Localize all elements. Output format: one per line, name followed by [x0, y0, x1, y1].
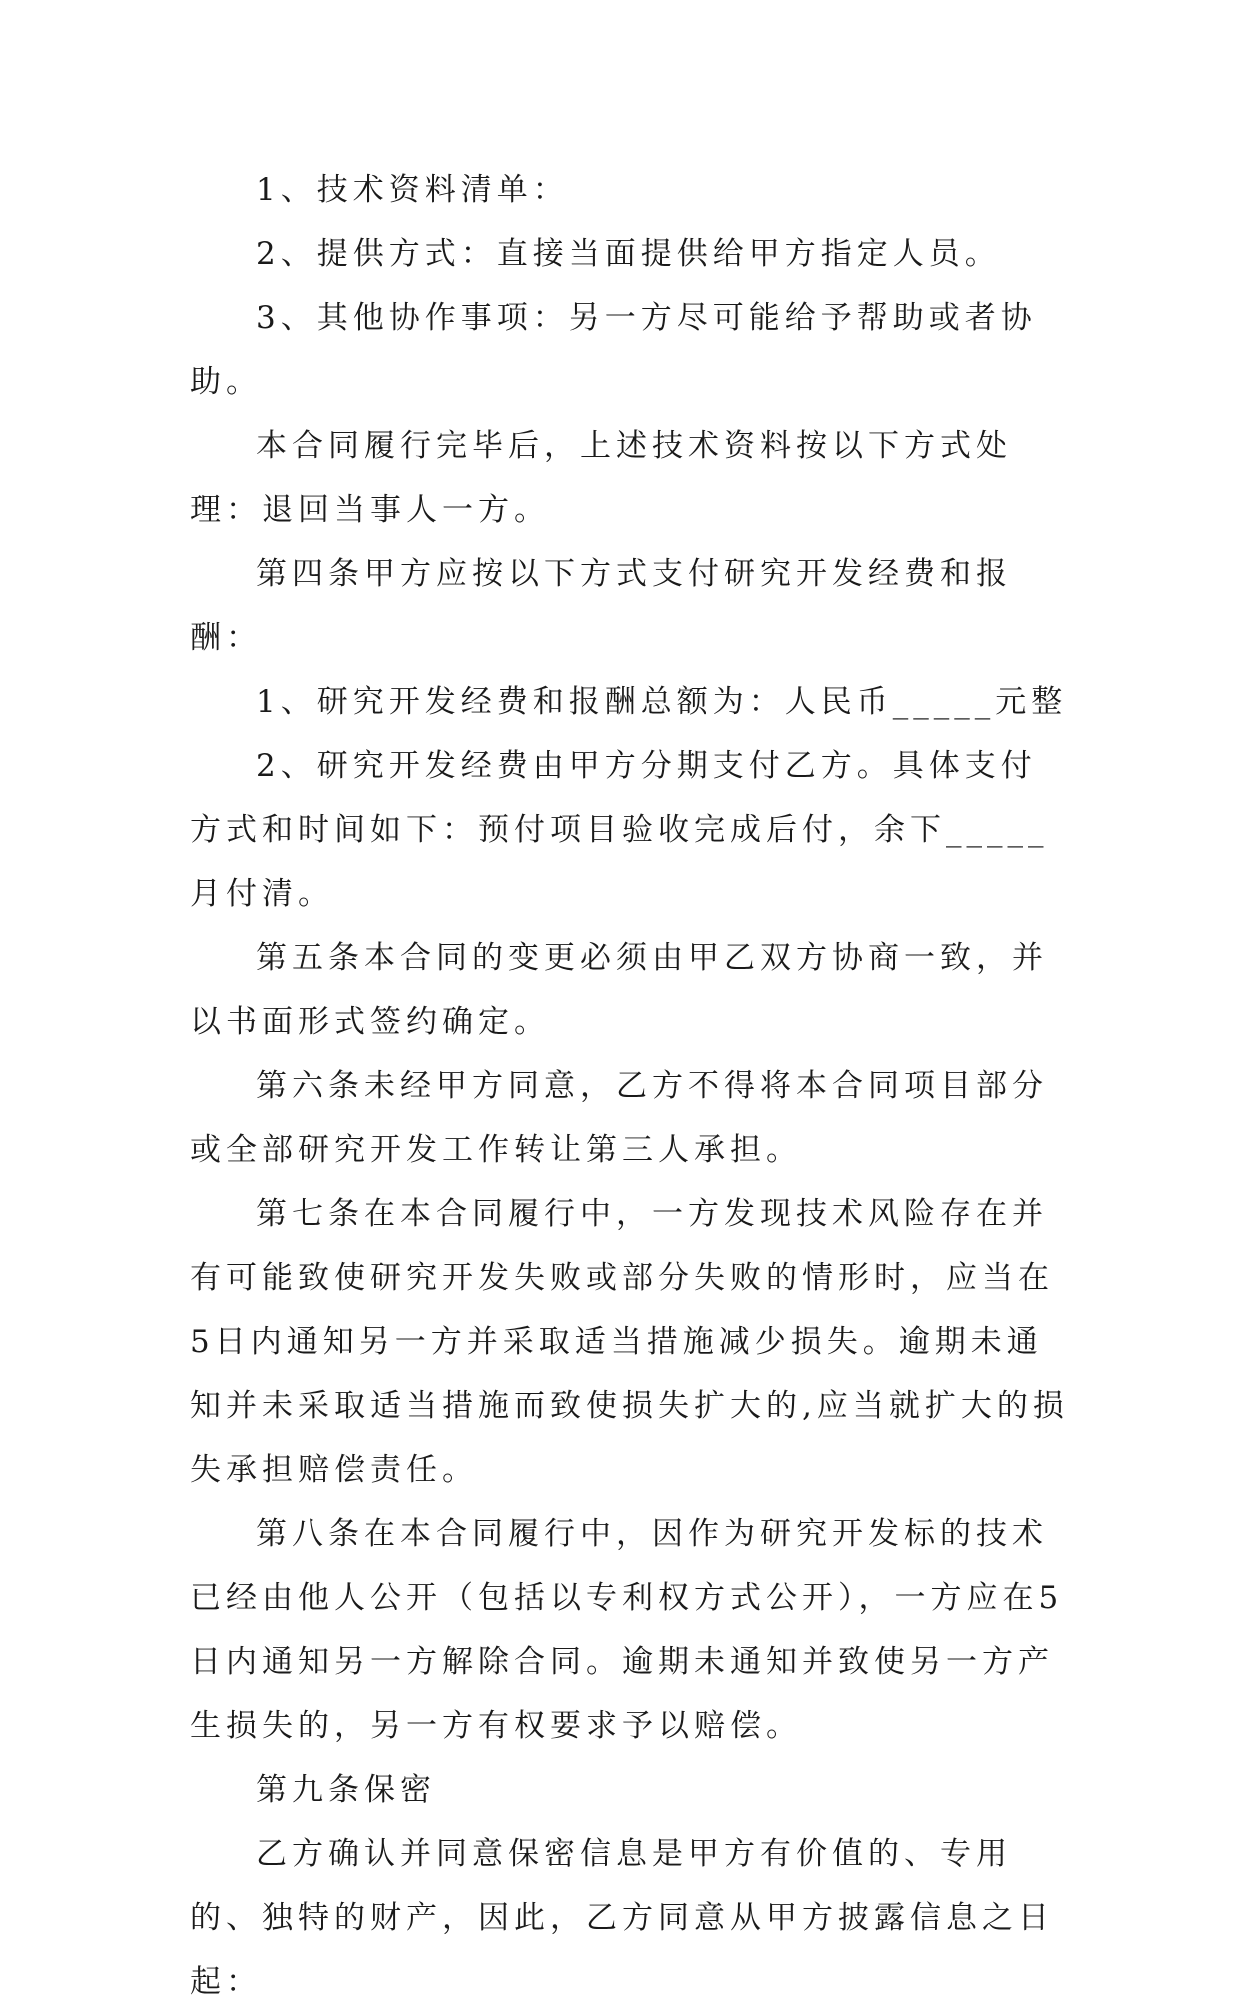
article-6: 第六条未经甲方同意，乙方不得将本合同项目部分或全部研究开发工作转让第三人承担。 [190, 1068, 1048, 1168]
article-5: 第五条本合同的变更必须由甲乙双方协商一致，并以书面形式签约确定。 [190, 940, 1048, 1040]
article-4-item-2: 2、研究开发经费由甲方分期支付乙方。具体支付方式和时间如下：预付项目验收完成后付，余下_____月付清。 [190, 748, 1049, 912]
article-8: 第八条在本合同履行中，因作为研究开发标的技术已经由他人公开（包括以专利权方式公开），一方应在5日内通知另一方解除合同。逾期未通知并致使另一方产生损失的，另一方有权要求予以赔偿。 [190, 1516, 1064, 1744]
clause-other-cooperation: 3、其他协作事项：另一方尽可能给予帮助或者协助。 [190, 300, 1037, 400]
clause-tech-materials-list: 1、技术资料清单： [256, 172, 569, 208]
article-7: 第七条在本合同履行中，一方发现技术风险存在并有可能致使研究开发失败或部分失败的情形时，应当在5日内通知另一方并采取适当措施减少损失。逾期未通知并未采取适当措施而致使损失扩大的,应当就扩大的损失承担赔偿责任。 [190, 1196, 1069, 1488]
article-4-heading: 第四条甲方应按以下方式支付研究开发经费和报酬： [190, 556, 1012, 656]
clause-provision-method: 2、提供方式：直接当面提供给甲方指定人员。 [256, 236, 1001, 272]
clause-materials-disposal: 本合同履行完毕后，上述技术资料按以下方式处理：退回当事人一方。 [190, 428, 1012, 528]
article-9-body: 乙方确认并同意保密信息是甲方有价值的、专用的、独特的财产，因此，乙方同意从甲方披露信息之日起： [190, 1836, 1054, 2000]
article-9-heading: 第九条保密 [256, 1772, 436, 1808]
document-body [190, 158, 1070, 2014]
article-4-item-1: 1、研究开发经费和报酬总额为：人民币_____元整 [256, 684, 1068, 720]
